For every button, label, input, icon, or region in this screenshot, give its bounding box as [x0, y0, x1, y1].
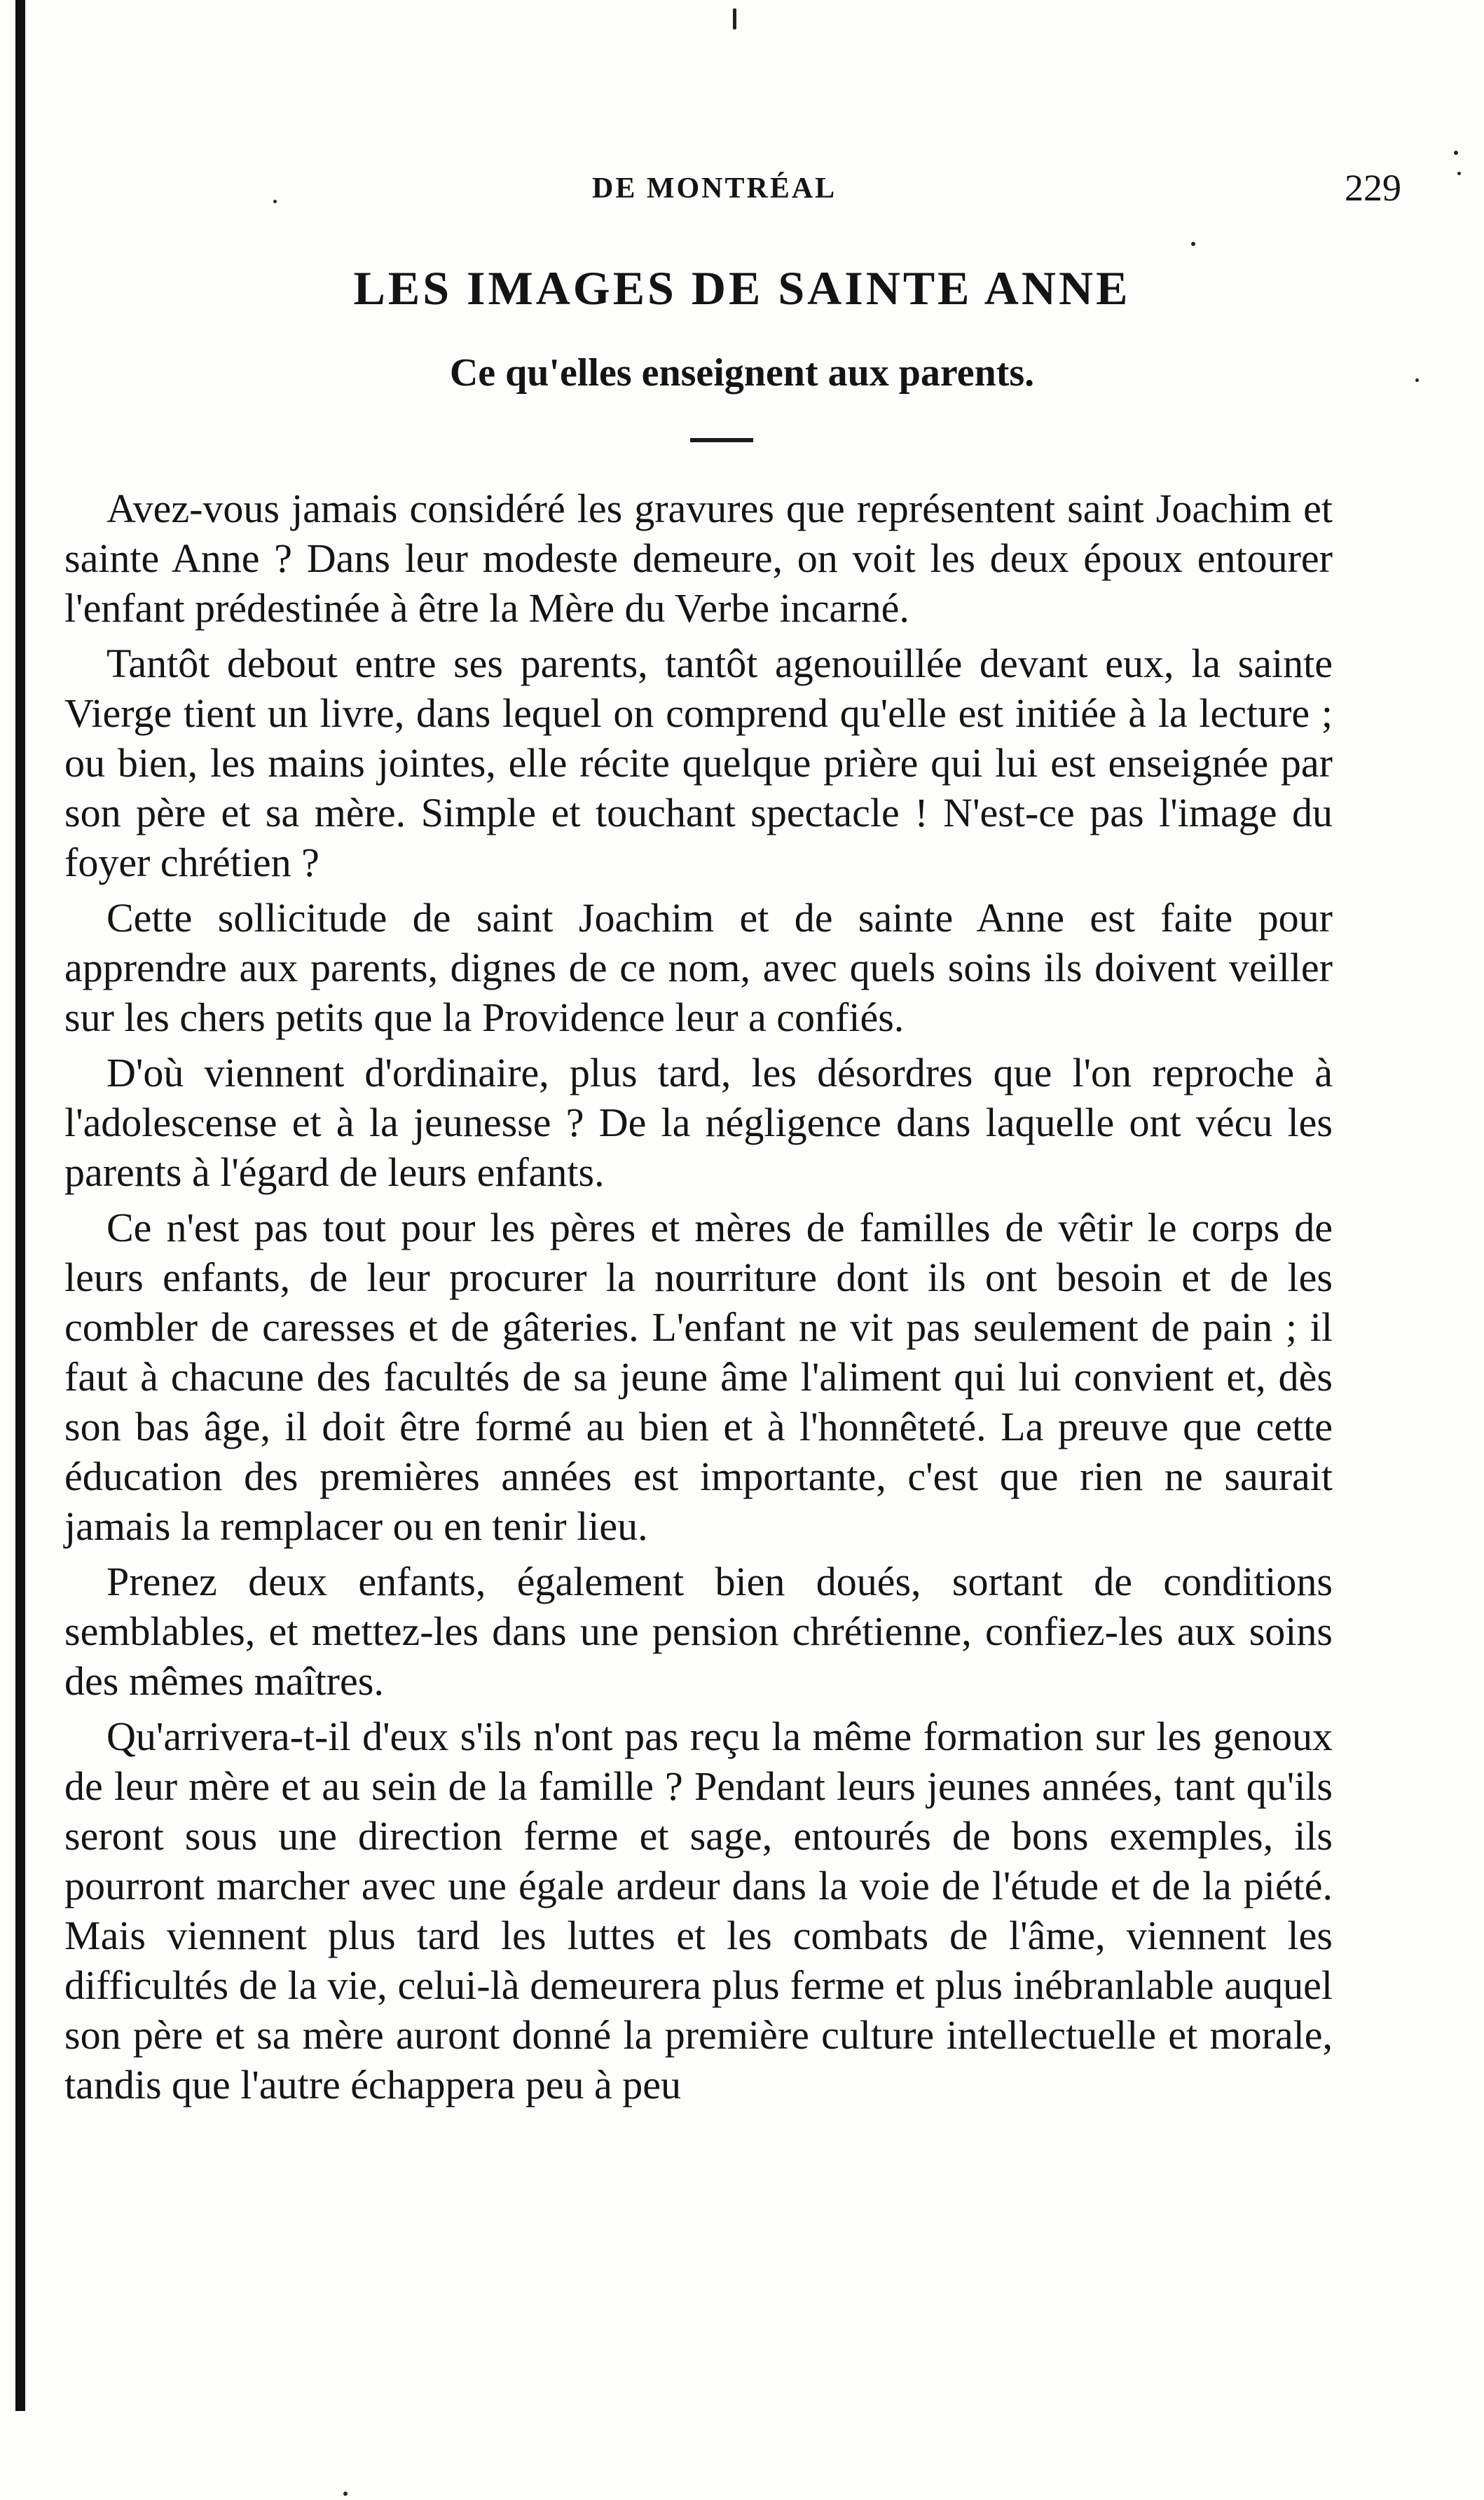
article-title: LES IMAGES DE SAINTE ANNE: [353, 261, 1131, 315]
print-speck: [1457, 172, 1461, 175]
title-separator-rule: [690, 438, 753, 442]
print-speck: [1415, 378, 1419, 382]
paragraph: Prenez deux enfants, également bien doués, sortant de conditions semblables, et mettez-les dans une pension chrétienne, confiez-les aux soins des mêmes maîtres.: [64, 1559, 1333, 1704]
paragraph: Avez-vous jamais considéré les gravures que représentent saint Joachim et sainte Anne ? Dans leur modeste demeure, on voit les deux époux entourer l'enfant prédestinée à être la Mère du Verbe incarné.: [64, 486, 1333, 631]
page-edge-gap: [15, 2411, 25, 2500]
running-header: [70, 158, 1415, 214]
page-number: 229: [1345, 167, 1401, 209]
paragraph: Tantôt debout entre ses parents, tantôt agenouillée devant eux, la sainte Vierge tient un livre, dans lequel on comprend qu'elle est initiée à la lecture ; ou bien, les mains jointes, elle récite quelque prière qui lui est enseignée par son père et sa mère. Simple et touchant spectacle ! N'est-ce pas l'image du foyer chrétien ?: [64, 641, 1333, 885]
article-subtitle: Ce qu'elles enseignent aux parents.: [449, 351, 1035, 395]
paragraph: Cette sollicitude de saint Joachim et de sainte Anne est faite pour apprendre aux parents, dignes de ce nom, avec quels soins ils doivent veiller sur les chers petits que la Providence leur a confiés.: [64, 895, 1333, 1040]
print-speck: [1191, 242, 1195, 246]
print-speck: [343, 2492, 348, 2496]
print-speck: [1454, 151, 1458, 155]
print-speck: [273, 200, 277, 203]
running-title: DE MONTRÉAL: [592, 172, 837, 205]
print-speck: [733, 8, 736, 29]
paragraph: Ce n'est pas tout pour les pères et mères de familles de vêtir le corps de leurs enfants, de leur procurer la nourriture dont ils ont besoin et de les combler de caresses et de gâteries. L'enfant ne vit pas seulement de pain ; il faut à chacune des facultés de sa jeune âme l'aliment qui lui convient et, dès son bas âge, il doit être formé au bien et à l'honnêteté. La preuve que cette éducation des premières années est importante, c'est que rien ne saurait jamais la remplacer ou en tenir lieu.: [64, 1205, 1333, 1549]
article-body: [64, 484, 1333, 2115]
paragraph: D'où viennent d'ordinaire, plus tard, les désordres que l'on reproche à l'adolescense et à la jeunesse ? De la négligence dans laquelle ont vécu les parents à l'égard de leurs enfants.: [64, 1050, 1333, 1195]
paragraph: Qu'arrivera-t-il d'eux s'ils n'ont pas reçu la même formation sur les genoux de leur mère et au sein de la famille ? Pendant leurs jeunes années, tant qu'ils seront sous une direction ferme et sage, entourés de bons exemples, ils pourront marcher avec une égale ardeur dans la voie de l'étude et de la piété. Mais viennent plus tard les luttes et les combats de l'âme, viennent les difficultés de la vie, celui-là demeurera plus ferme et plus inébranlable auquel son père et sa mère auront donné la première culture intellectuelle et morale, tandis que l'autre échappera peu à peu: [64, 1714, 1333, 2108]
